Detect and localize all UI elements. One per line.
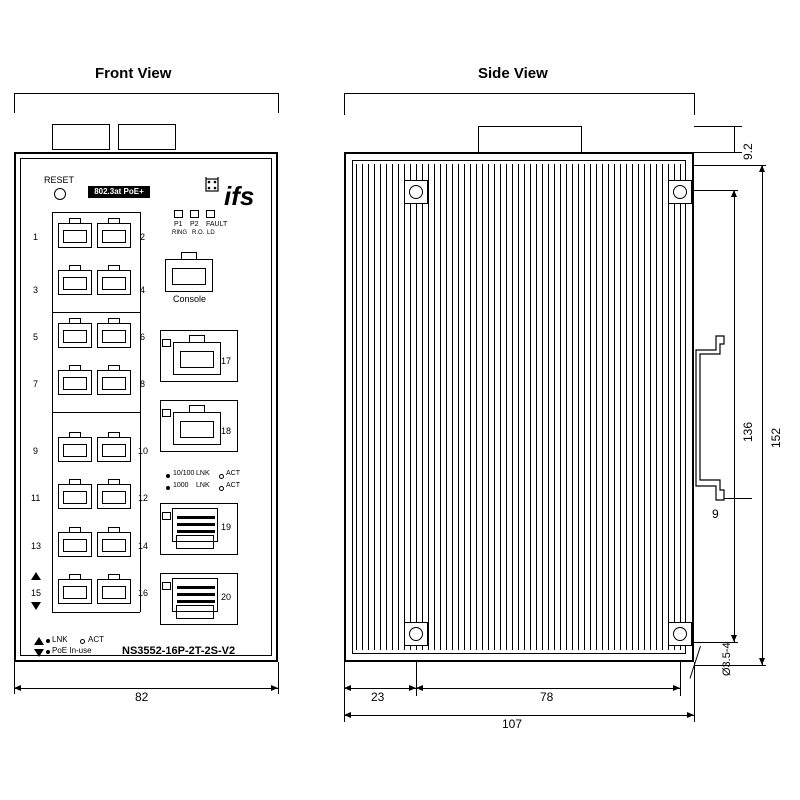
port-12[interactable] — [97, 479, 131, 509]
side-bottom-ext-right — [694, 662, 695, 722]
port-6[interactable] — [97, 318, 131, 348]
port-7[interactable] — [58, 365, 92, 395]
port-label-5: 5 — [33, 332, 39, 342]
brand-name: ifs — [224, 181, 255, 211]
port-group-left-line-b — [52, 312, 53, 412]
port-group-left-line-a — [52, 212, 53, 312]
side-107-arrow-right — [687, 712, 694, 718]
side-136-value: 136 — [741, 421, 755, 442]
port-group-right-line-c — [140, 412, 141, 512]
mount-hole-bl — [409, 627, 423, 641]
front-mount-ear-right — [118, 124, 176, 150]
front-top-dim-tick-left — [14, 93, 15, 113]
port-label-17: 17 — [221, 356, 232, 366]
port-label-8: 8 — [140, 379, 146, 389]
legend-lnk-2: LNK — [196, 482, 210, 489]
port-9[interactable] — [58, 432, 92, 462]
side-top-dim-line — [344, 93, 694, 94]
poe-badge: 802.3at PoE+ — [88, 186, 150, 198]
side-107-arrow-left — [344, 712, 351, 718]
led-p1-label: P1 — [174, 221, 183, 228]
din-rail-bracket — [694, 330, 734, 530]
sfp-20-frame — [160, 573, 238, 625]
reset-button[interactable] — [54, 188, 66, 200]
port-label-18: 18 — [221, 426, 232, 436]
sfp-19-frame — [160, 503, 238, 555]
hole-note-value: Ø3.5-4 — [721, 642, 733, 676]
port-group-top-line — [52, 212, 140, 213]
port-label-9: 9 — [33, 446, 39, 456]
side-136-arrow-bottom — [731, 635, 737, 642]
legend-triangle-up-icon — [34, 637, 44, 645]
side-23-arrow-left — [344, 685, 351, 691]
port-label-11: 11 — [31, 493, 41, 503]
led-p2-label: P2 — [190, 221, 199, 228]
side-136-arrow-top — [731, 190, 737, 197]
led-p1 — [174, 210, 183, 218]
port-3[interactable] — [58, 265, 92, 295]
port-8[interactable] — [97, 365, 131, 395]
port-13[interactable] — [58, 527, 92, 557]
heatsink-fins — [356, 164, 682, 650]
legend-poe-text: PoE In-use — [52, 646, 92, 655]
side-78-dim-line — [416, 688, 680, 689]
console-port[interactable] — [165, 252, 213, 292]
side-92-dim-line — [734, 126, 735, 152]
port-group-bottom-line — [52, 612, 140, 613]
port-label-3: 3 — [33, 285, 39, 295]
legend-act-text: ACT — [88, 635, 104, 644]
side-92-value: 9.2 — [741, 143, 755, 160]
led-ring-label: RING — [172, 230, 187, 236]
front-mount-ear-left — [52, 124, 110, 150]
front-view-title: Front View — [95, 65, 172, 82]
port-group-right-line-a — [140, 212, 141, 312]
legend-poe-dot — [46, 650, 50, 654]
port-group-right-line-b — [140, 312, 141, 412]
front-width-value: 82 — [135, 690, 149, 704]
port-label-4: 4 — [140, 285, 146, 295]
poe-marker-triangle-down — [31, 602, 41, 610]
legend-speed-10-100: 10/100 — [173, 470, 195, 477]
port-16[interactable] — [97, 574, 131, 604]
side-23-arrow-right — [409, 685, 416, 691]
legend-lnk-dot — [46, 639, 50, 643]
port-label-15: 15 — [31, 588, 42, 598]
legend-dot-act-1 — [219, 474, 224, 479]
legend-dot-act-2 — [219, 486, 224, 491]
side-view-title: Side View — [478, 65, 548, 82]
port-label-6: 6 — [140, 332, 146, 342]
port-group-right-line-d — [140, 512, 141, 612]
legend-triangle-down-icon — [34, 649, 44, 657]
lnk-marker-triangle-up — [31, 572, 41, 580]
side-152-ext-top — [694, 165, 766, 166]
port-label-12: 12 — [138, 493, 149, 503]
side-23-dim-line — [344, 688, 416, 689]
brand-logo-icon — [203, 176, 221, 194]
side-107-value: 107 — [502, 717, 523, 731]
side-mount-ear — [478, 126, 582, 154]
model-label: NS3552-16P-2T-2S-V2 — [122, 645, 236, 657]
led-ld-label: LD — [207, 230, 215, 236]
port-group-left-line-d — [52, 512, 53, 612]
port-label-20: 20 — [221, 592, 232, 602]
side-78-arrow-left — [416, 685, 423, 691]
mount-hole-tl — [409, 185, 423, 199]
legend-dot-1000 — [166, 486, 170, 490]
front-width-arrow-right — [271, 685, 278, 691]
side-9-value: 9 — [712, 507, 719, 521]
led-fault-label: FAULT — [206, 221, 228, 228]
legend-act-dot — [80, 639, 85, 644]
side-23-value: 23 — [371, 690, 385, 704]
mount-hole-tr — [673, 185, 687, 199]
led-p2 — [190, 210, 199, 218]
side-152-arrow-bottom — [759, 658, 765, 665]
front-top-dim-tick-right — [278, 93, 279, 113]
port-label-2: 2 — [140, 232, 146, 242]
side-136-dim-line — [734, 190, 735, 642]
side-9-ext — [724, 498, 752, 499]
side-152-arrow-top — [759, 165, 765, 172]
port-15[interactable] — [58, 574, 92, 604]
port-11[interactable] — [58, 479, 92, 509]
port-10[interactable] — [97, 432, 131, 462]
side-92-ext-bottom — [694, 152, 742, 153]
uplink-17-frame — [160, 330, 238, 382]
port-label-10: 10 — [138, 446, 149, 456]
legend-lnk-1: LNK — [196, 470, 210, 477]
console-label: Console — [173, 294, 207, 304]
front-width-dim-line — [14, 688, 278, 689]
port-2[interactable] — [97, 218, 131, 248]
port-label-19: 19 — [221, 522, 232, 532]
legend-act-1: ACT — [226, 470, 240, 477]
front-width-arrow-left — [14, 685, 21, 691]
front-top-dim-line — [14, 93, 278, 94]
port-group-mid-line-a — [52, 312, 140, 313]
port-1[interactable] — [58, 218, 92, 248]
side-78-value: 78 — [540, 690, 554, 704]
port-label-14: 14 — [138, 541, 149, 551]
led-ro-label: R.O. — [192, 230, 205, 236]
side-top-dim-tick-left — [344, 93, 345, 115]
port-5[interactable] — [58, 318, 92, 348]
port-label-16: 16 — [138, 588, 149, 598]
legend-speed-1000: 1000 — [173, 482, 189, 489]
front-width-ext-right — [278, 662, 279, 694]
mount-hole-br — [673, 627, 687, 641]
led-fault — [206, 210, 215, 218]
port-label-13: 13 — [31, 541, 42, 551]
side-107-dim-line — [344, 715, 694, 716]
port-4[interactable] — [97, 265, 131, 295]
side-152-value: 152 — [769, 427, 783, 448]
side-78-arrow-right — [673, 685, 680, 691]
port-group-mid-line-b — [52, 412, 140, 413]
port-14[interactable] — [97, 527, 131, 557]
side-136-ext-top — [694, 190, 738, 191]
side-152-dim-line — [762, 165, 763, 665]
reset-label: RESET — [44, 175, 75, 185]
legend-act-2: ACT — [226, 482, 240, 489]
side-bottom-ext-mid2 — [680, 662, 681, 696]
port-label-1: 1 — [33, 232, 39, 242]
side-top-dim-tick-right — [694, 93, 695, 115]
legend-lnk-text: LNK — [52, 635, 68, 644]
uplink-18-frame — [160, 400, 238, 452]
port-group-left-line-c — [52, 412, 53, 512]
port-label-7: 7 — [33, 379, 39, 389]
legend-dot-10-100 — [166, 474, 170, 478]
